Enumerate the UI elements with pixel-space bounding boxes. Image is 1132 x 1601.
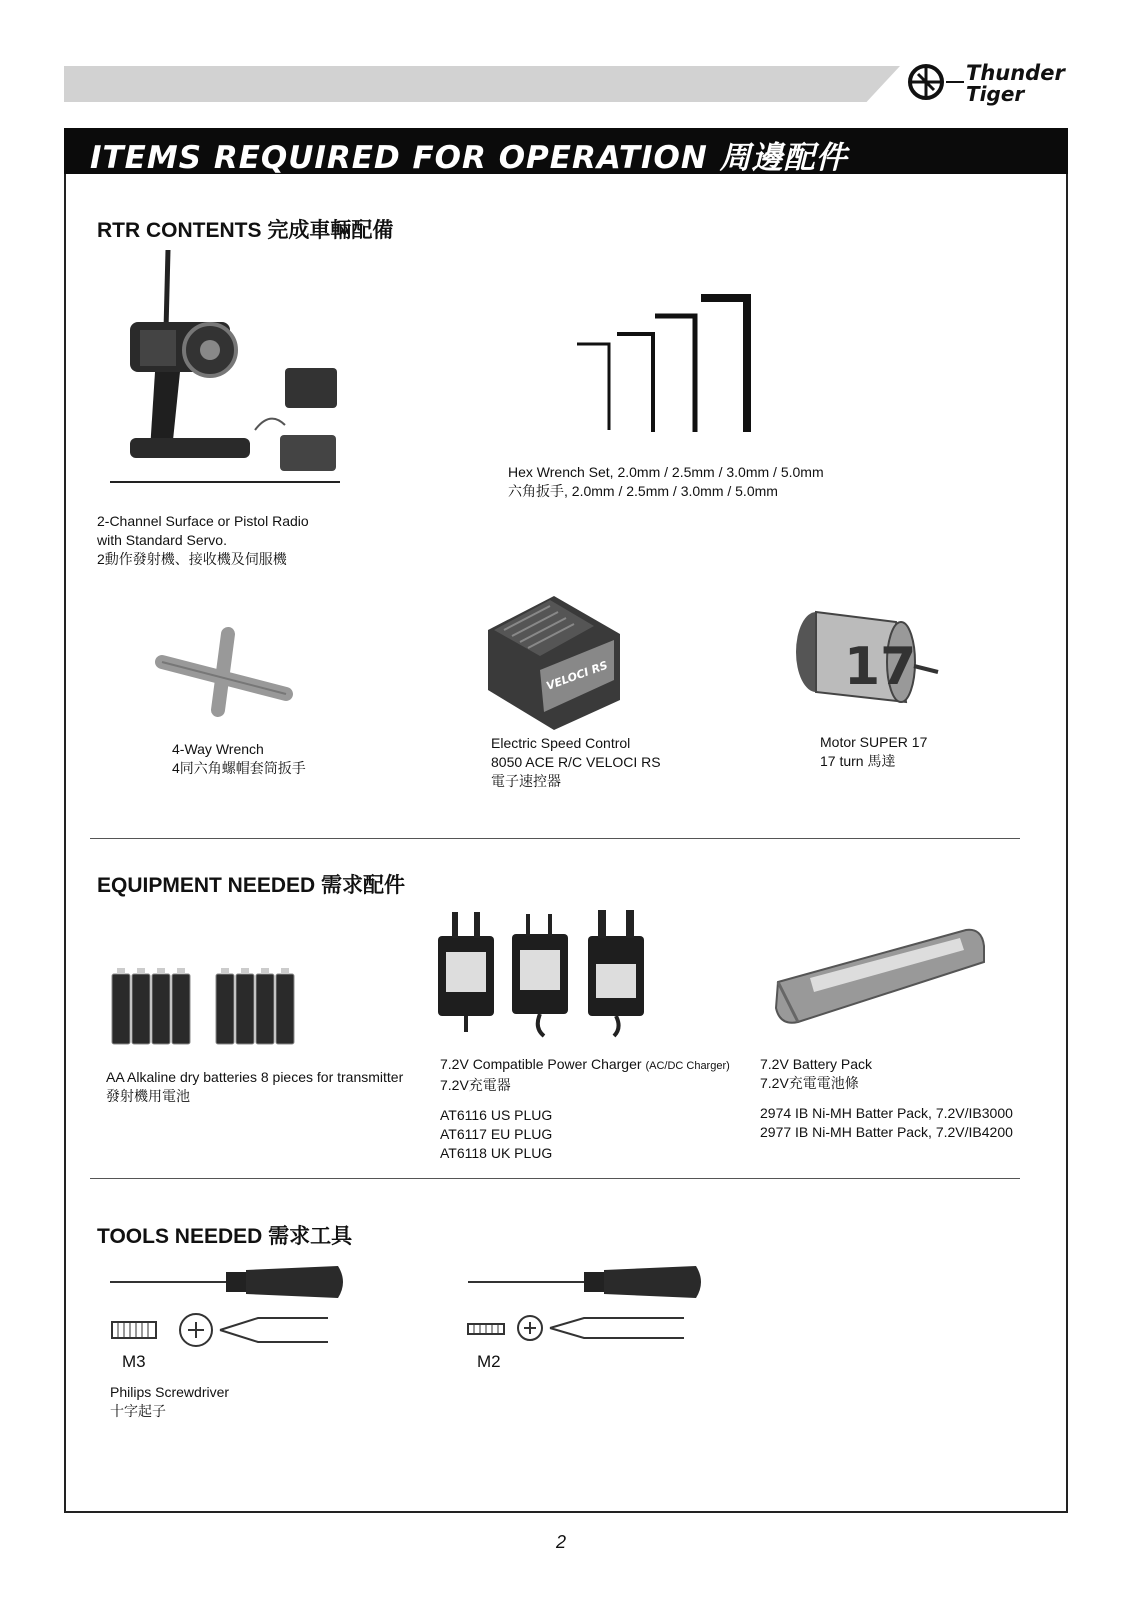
motor-icon [786,602,946,722]
esc-caption-line3: 電子速控器 [491,773,561,789]
radio-caption [97,512,309,569]
wrench4-caption-line1: 4-Way Wrench [172,741,264,757]
screwdriver-m3-icon [108,1262,348,1352]
battery-pack-icon [770,922,990,1042]
batteries-caption-line2: 發射機用電池 [106,1088,190,1104]
charger-caption-line1 [440,1055,730,1076]
screwdriver-m2-icon [466,1262,706,1352]
battery-pack-caption-line2: 7.2V充電電池條 [760,1075,859,1091]
motor-caption-line2: 17 turn 馬達 [820,753,896,769]
batteries-caption-line1: AA Alkaline dry batteries 8 pieces for transmitter [106,1069,404,1085]
rtr-section-title: RTR CONTENTS 完成車輛配備 [97,219,394,242]
battery-pack-caption-line1: 7.2V Battery Pack [760,1056,873,1072]
charger-caption [440,1055,730,1163]
battery-pack-item-2: 2977 IB Ni-MH Batter Pack, 7.2V/IB4200 [760,1124,1013,1140]
tools-section-title: TOOLS NEEDED 需求工具 [97,1225,353,1248]
motor-big-label: 17 [844,637,917,697]
tools-caption-line1: Philips Screwdriver [110,1384,230,1400]
esc-caption-line1: Electric Speed Control [491,735,631,751]
page-number: 2 [556,1532,567,1552]
hex-caption-line1: Hex Wrench Set, 2.0mm / 2.5mm / 3.0mm / 5.0mm [508,464,824,480]
motor-caption-line1: Motor SUPER 17 [820,734,928,750]
wrench4-caption-line2: 4同六角螺帽套筒扳手 [172,760,306,776]
charger-plug-1: AT6116 US PLUG [440,1107,553,1123]
charger-title: 7.2V Compatible Power Charger [440,1056,646,1072]
battery-pack-caption [760,1055,1013,1142]
esc-caption-line2: 8050 ACE R/C VELOCI RS [491,754,661,770]
hex-caption-line2: 六角扳手, 2.0mm / 2.5mm / 3.0mm / 5.0mm [508,483,778,499]
aa-batteries-icon [110,968,310,1048]
radio-caption-line1: 2-Channel Surface or Pistol Radio [97,513,309,529]
power-charger-icon [434,908,654,1038]
charger-plug-2: AT6117 EU PLUG [440,1126,553,1142]
hex-caption [508,463,824,501]
charger-plug-3: AT6118 UK PLUG [440,1145,553,1161]
tools-caption [110,1383,229,1421]
header-bar [64,66,900,102]
motor-caption [820,733,927,771]
four-way-wrench-icon [158,632,298,712]
radio-caption-line2: with Standard Servo. [97,532,227,548]
esc-caption [491,734,661,791]
pistol-radio-icon [110,250,350,500]
charger-caption-line2: 7.2V充電器 [440,1077,511,1093]
section-divider-2 [90,1178,1020,1179]
esc-model-label: VELOCI RS [544,658,610,693]
brand-line1: Thunder [966,61,1065,85]
hex-wrench-set-icon [575,292,775,442]
battery-pack-item-1: 2974 IB Ni-MH Batter Pack, 7.2V/IB3000 [760,1105,1013,1121]
speed-control-icon [484,590,634,740]
radio-caption-line3: 2動作發射機、接收機及伺服機 [97,551,287,567]
charger-type: (AC/DC Charger) [645,1060,730,1072]
equipment-section-title: EQUIPMENT NEEDED 需求配件 [97,874,406,897]
banner-title: ITEMS REQUIRED FOR OPERATION 周邊配件 [90,140,848,176]
logo-plane-icon [912,68,940,96]
section-divider-1 [90,838,1020,839]
batteries-caption [106,1068,403,1106]
tool-size-m3: M3 [122,1352,146,1371]
wrench4-caption [172,740,306,778]
tools-caption-line2: 十字起子 [110,1403,166,1419]
brand-line2: Tiger [966,82,1025,106]
tool-size-m2: M2 [477,1352,501,1371]
